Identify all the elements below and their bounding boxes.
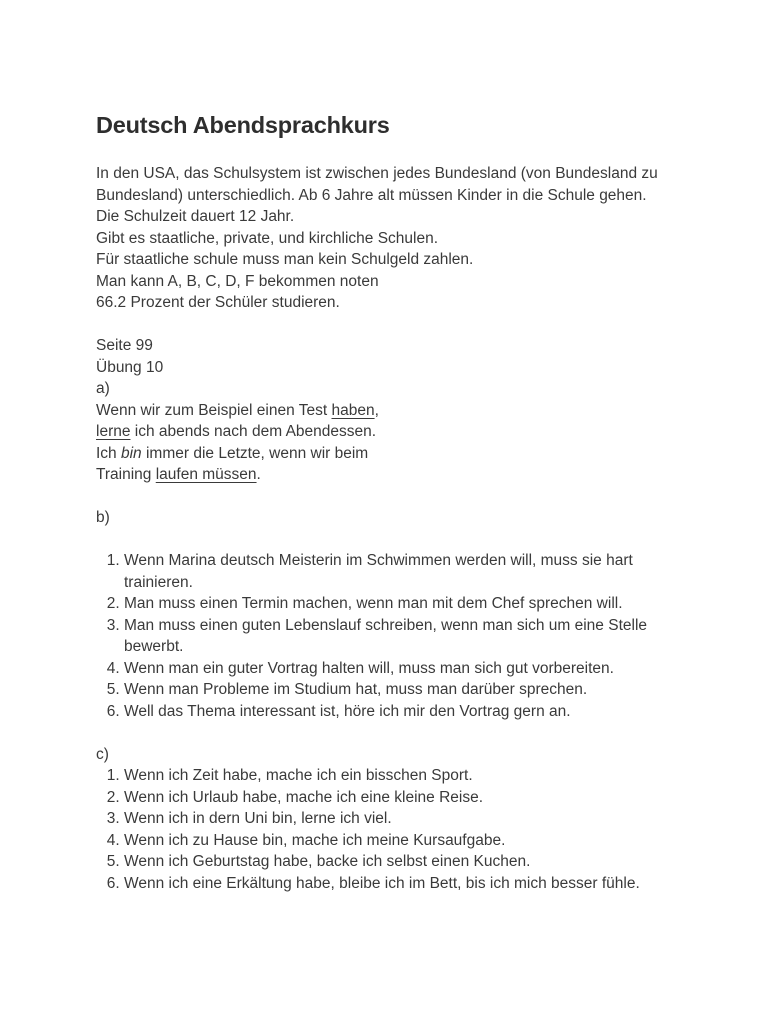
list-item: 5. Wenn man Probleme im Studium hat, muss man darüber sprechen. (124, 679, 686, 701)
intro-paragraph: In den USA, das Schulsystem ist zwischen jedes Bundesland (von Bundesland zu Bundesland) unterschiedlich. Ab 6 Jahre alt müssen Kinder in die Schule gehen. (96, 165, 663, 204)
part-b-label: b) (96, 509, 110, 526)
text-run: Wenn wir zum Beispiel einen Test (96, 401, 332, 419)
list-item: 5. Wenn ich Geburtstag habe, backe ich selbst einen Kuchen. (124, 851, 686, 873)
text-run: Ich (96, 444, 121, 462)
exercise-section (96, 335, 686, 894)
part-a-line (96, 400, 686, 422)
text-run: Training (96, 466, 156, 483)
part-c-label: c) (96, 745, 109, 763)
document-page (96, 110, 686, 894)
underlined-word: laufen müssen (155, 466, 257, 483)
spacer (96, 722, 686, 744)
spacer (96, 314, 686, 336)
spacer (96, 529, 686, 551)
underlined-word: haben (331, 401, 375, 419)
text-run: , (374, 401, 379, 419)
list-item: 1. Wenn Marina deutsch Meisterin im Schwimmen werden will, muss sie hart trainieren. (124, 550, 686, 593)
italic-word: bin (120, 444, 142, 462)
part-a-label: a) (96, 380, 110, 397)
page-title: Deutsch Abendsprachkurs (96, 112, 390, 138)
list-item: 1. Wenn ich Zeit habe, mache ich ein bisschen Sport. (124, 765, 686, 787)
page-reference: Seite 99 (96, 337, 153, 354)
list-item: 2. Man muss einen Termin machen, wenn man mit dem Chef sprechen will. (124, 593, 686, 615)
part-a-line (96, 443, 686, 465)
intro-line: Gibt es staatliche, private, und kirchliche Schulen. (96, 229, 439, 247)
list-item: 4. Wenn ich zu Hause bin, mache ich meine Kursaufgabe. (124, 830, 686, 852)
list-item: 3. Wenn ich in dern Uni bin, lerne ich viel. (124, 808, 686, 830)
intro-section (96, 163, 686, 314)
list-item: 4. Wenn man ein guter Vortrag halten will, muss man sich gut vorbereiten. (124, 658, 686, 680)
part-a-line (96, 421, 686, 443)
part-b-list (96, 550, 686, 722)
intro-line: 66.2 Prozent der Schüler studieren. (96, 294, 340, 311)
underlined-word: lerne (96, 423, 131, 440)
intro-line: Man kann A, B, C, D, F bekommen noten (96, 272, 379, 290)
list-item: 6. Well das Thema interessant ist, höre ich mir den Vortrag gern an. (124, 701, 686, 723)
text-run: immer die Letzte, wenn wir beim (141, 444, 369, 462)
intro-line: Für staatliche schule muss man kein Schulgeld zahlen. (96, 251, 474, 268)
text-run: ich abends nach dem Abendessen. (130, 423, 377, 440)
list-item: 6. Wenn ich eine Erkältung habe, bleibe ich im Bett, bis ich mich besser fühle. (124, 873, 686, 895)
text-run: . (256, 466, 261, 483)
exercise-number: Übung 10 (96, 358, 164, 376)
list-item: 3. Man muss einen guten Lebenslauf schreiben, wenn man sich um eine Stelle bewerbt. (124, 615, 686, 658)
intro-line: Die Schulzeit dauert 12 Jahr. (96, 208, 295, 225)
part-a-line (96, 464, 686, 486)
part-c-list (96, 765, 686, 894)
list-item: 2. Wenn ich Urlaub habe, mache ich eine kleine Reise. (124, 787, 686, 809)
spacer (96, 486, 686, 508)
